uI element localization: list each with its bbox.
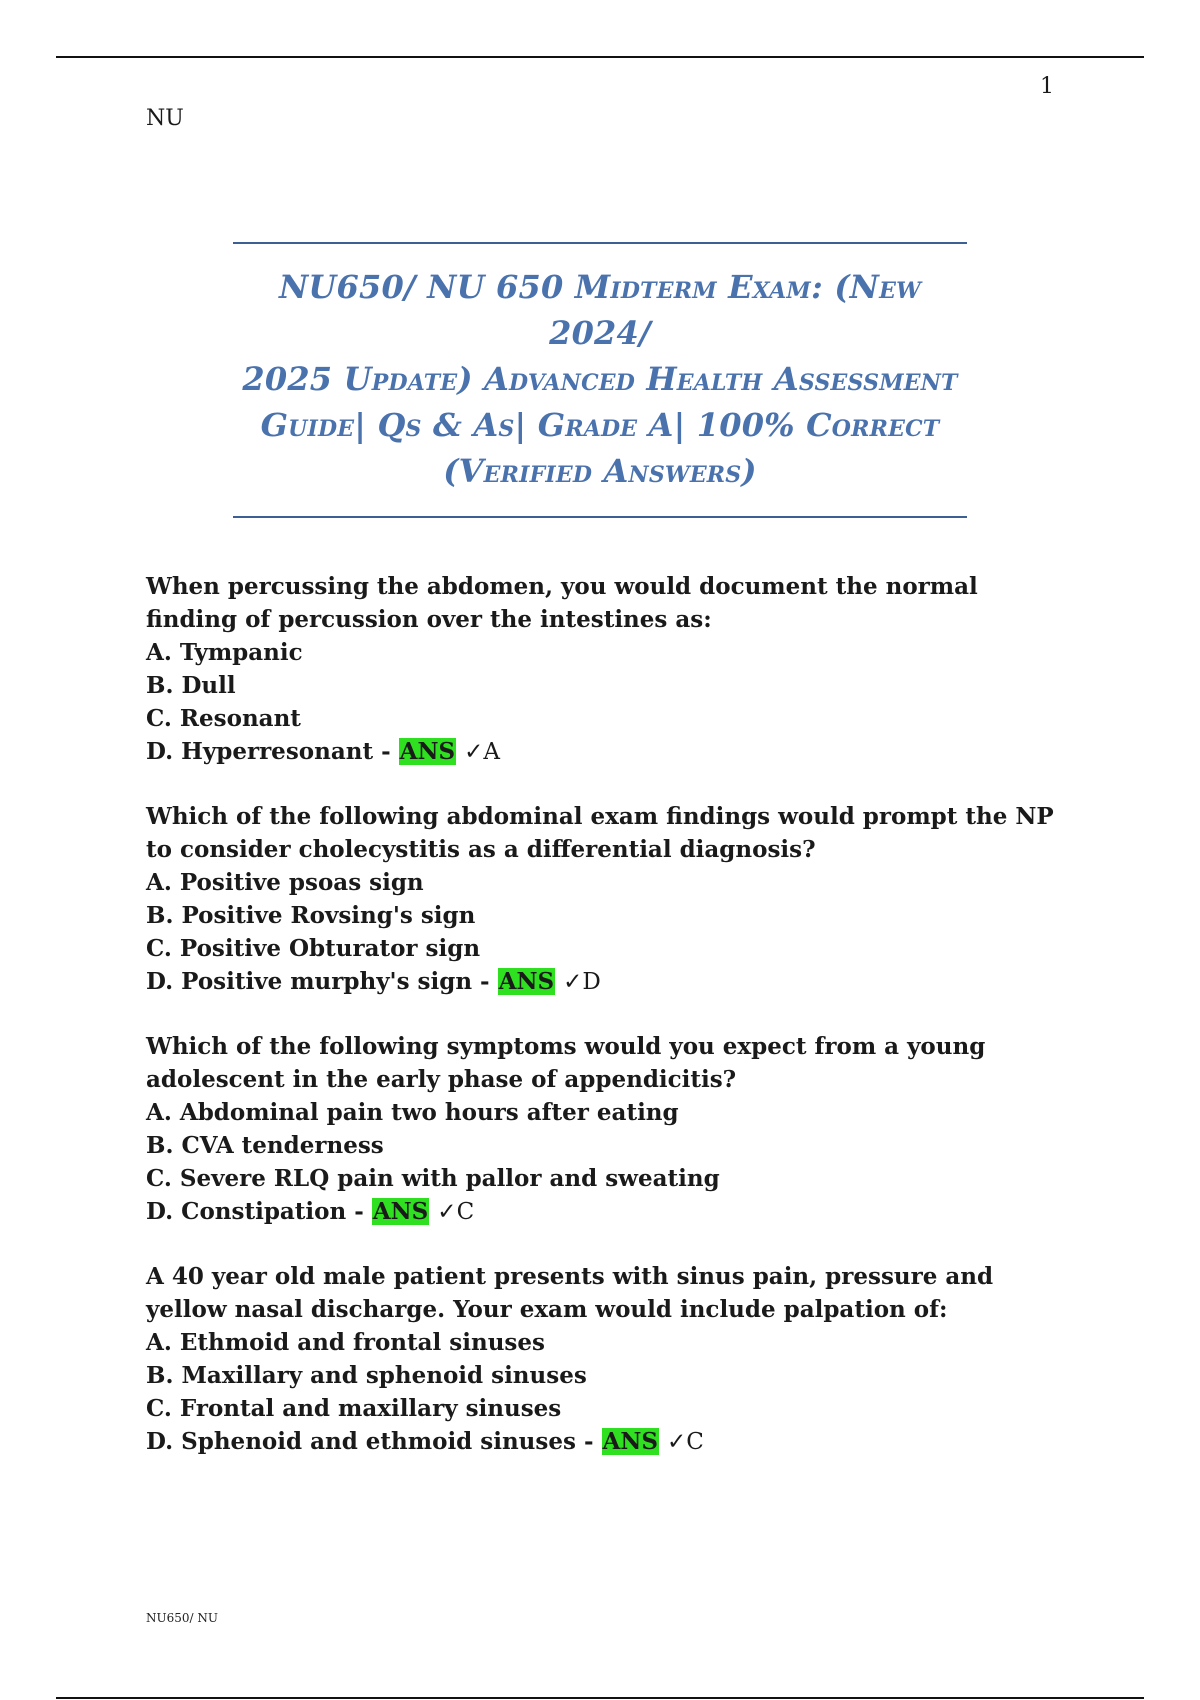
correct-answer: ✓C — [437, 1199, 475, 1225]
ans-highlight: ANS — [372, 1198, 429, 1225]
option-c: C. Positive Obturator sign — [146, 935, 481, 962]
option-d-with-answer — [146, 735, 1066, 769]
option-a: A. Positive psoas sign — [146, 869, 424, 896]
option-d: D. Constipation — [146, 1198, 347, 1225]
correct-answer: ✓A — [464, 739, 501, 765]
running-header: NU — [146, 106, 184, 131]
document-title-block — [233, 242, 967, 518]
question-text: A 40 year old male patient presents with sinus pain, pressure and yellow nasal discharge. Your exam would include palpation of: — [146, 1263, 994, 1323]
answer-separator: - — [575, 1428, 602, 1455]
page-number: 1 — [1040, 74, 1054, 99]
question-text: When percussing the abdomen, you would document the normal finding of percussion over the intestines as: — [146, 573, 978, 633]
option-c: C. Severe RLQ pain with pallor and sweating — [146, 1165, 720, 1192]
correct-answer: ✓C — [667, 1429, 704, 1455]
option-c: C. Frontal and maxillary sinuses — [146, 1395, 562, 1422]
answer-separator: - — [472, 968, 498, 995]
question-text: Which of the following abdominal exam findings would prompt the NP to consider cholecystitis as a differential diagnosis? — [146, 803, 1054, 863]
option-a: A. Ethmoid and frontal sinuses — [146, 1329, 545, 1356]
option-d: D. Hyperresonant — [146, 738, 374, 765]
option-b: B. Dull — [146, 672, 236, 699]
correct-answer: ✓D — [563, 969, 601, 995]
title-line-2: 2025 Update) Advanced Health Assessment — [242, 360, 958, 398]
question-text: Which of the following symptoms would you expect from a young adolescent in the early phase of appendicitis? — [146, 1033, 986, 1093]
option-d: D. Sphenoid and ethmoid sinuses — [146, 1428, 576, 1455]
ans-highlight: ANS — [498, 968, 555, 995]
ans-highlight: ANS — [399, 738, 456, 765]
top-rule — [56, 56, 1144, 58]
option-b: B. CVA tenderness — [146, 1132, 384, 1159]
question-list — [146, 570, 1066, 1490]
option-d-with-answer — [146, 1425, 1066, 1459]
question-item — [146, 570, 1066, 769]
option-a: A. Abdominal pain two hours after eating — [146, 1099, 679, 1126]
title-line-4: (Verified Answers) — [443, 452, 757, 490]
answer-separator: - — [373, 738, 399, 765]
answer-separator: - — [346, 1198, 372, 1225]
question-item — [146, 1260, 1066, 1459]
question-item — [146, 1030, 1066, 1229]
option-d-with-answer — [146, 965, 1066, 999]
option-d-with-answer — [146, 1195, 1066, 1229]
title-line-1: NU650/ NU 650 Midterm Exam: (New 2024/ — [278, 268, 922, 352]
option-b: B. Positive Rovsing's sign — [146, 902, 476, 929]
ans-highlight: ANS — [602, 1428, 658, 1455]
option-a: A. Tympanic — [146, 639, 303, 666]
running-footer: NU650/ NU — [146, 1611, 218, 1625]
option-b: B. Maxillary and sphenoid sinuses — [146, 1362, 587, 1389]
option-d: D. Positive murphy's sign — [146, 968, 473, 995]
question-item — [146, 800, 1066, 999]
title-line-3: Guide| Qs & As| Grade A| 100% Correct — [260, 406, 940, 444]
bottom-rule — [56, 1697, 1144, 1699]
document-title — [233, 264, 967, 494]
option-c: C. Resonant — [146, 705, 301, 732]
